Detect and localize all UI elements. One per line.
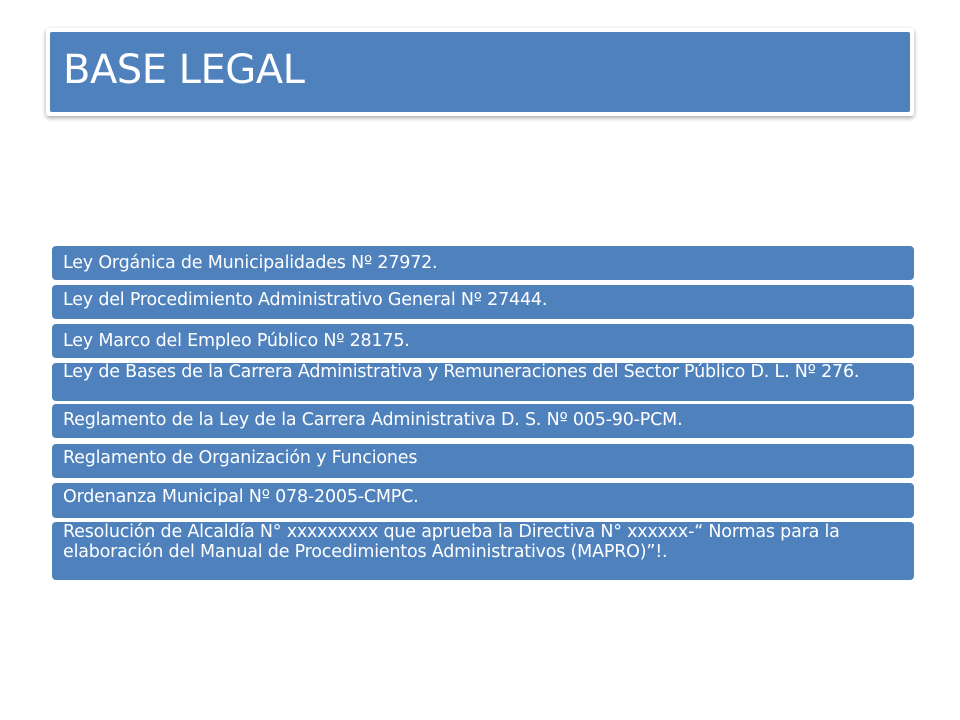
list-item: Reglamento de la Ley de la Carrera Administrativa D. S. Nº 005-90-PCM. [52, 404, 914, 438]
list-item: Ley de Bases de la Carrera Administrativa y Remuneraciones del Sector Público D. L. Nº 276. [52, 363, 914, 401]
list-item: Ley del Procedimiento Administrativo General Nº 27444. [52, 285, 914, 319]
list-item: Reglamento de Organización y Funciones [52, 444, 914, 478]
list-item: Ley Orgánica de Municipalidades Nº 27972. [52, 246, 914, 280]
slide-title: BASE LEGAL [63, 47, 305, 93]
list-item: Resolución de Alcaldía N° xxxxxxxxx que aprueba la Directiva N° xxxxxx-“ Normas para la elaboración del Manual de Procedimientos Administrativos (MAPRO)”!. [52, 522, 914, 580]
list-item: Ley Marco del Empleo Público Nº 28175. [52, 324, 914, 358]
list-item: Ordenanza Municipal Nº 078-2005-CMPC. [52, 483, 914, 518]
